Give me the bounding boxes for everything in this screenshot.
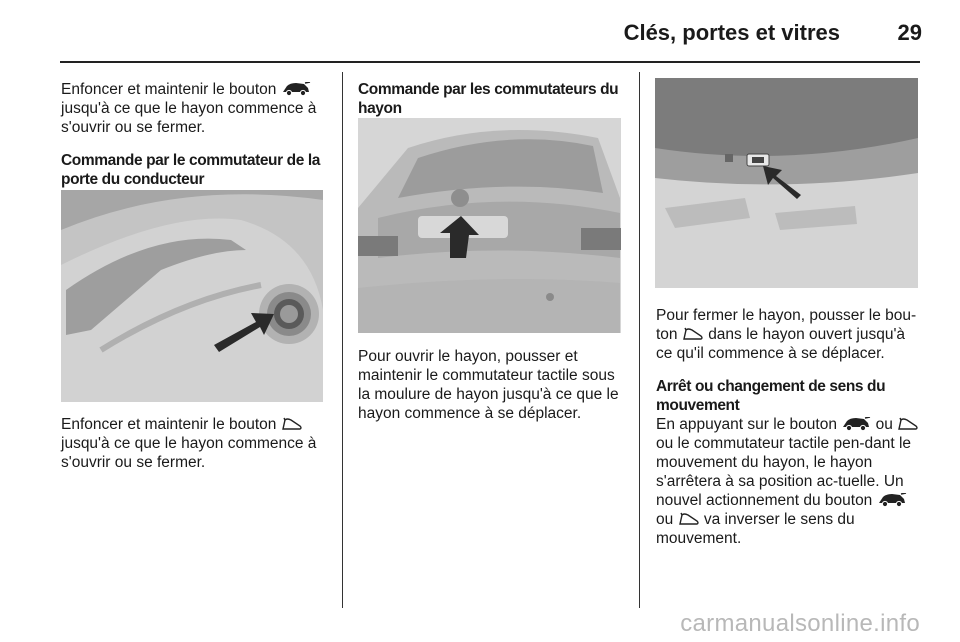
paragraph: En appuyant sur le bouton ou ou le commutateur tactile pen-dant le mouvement du hayon, le hayon s'arrêtera à sa position ac-tuelle. Un nouvel actionnement du bouton ou va inverser le sens du mouvement. — [656, 415, 924, 548]
tailgate-open-icon — [678, 512, 700, 526]
section-title: Clés, portes et vitres — [623, 20, 840, 45]
column-divider — [639, 72, 640, 608]
column-2 — [358, 80, 626, 118]
header-rule — [60, 61, 920, 63]
page-number: 29 — [897, 20, 922, 45]
paragraph: Pour ouvrir le hayon, pousser et maintenir le commutateur tactile sous la moulure de hayon jusqu'à ce que le hayon commence à se déplacer. — [358, 348, 619, 422]
tailgate-switch-figure — [358, 118, 621, 333]
column-1-lower — [61, 415, 326, 486]
open-tailgate-image — [655, 78, 918, 288]
tailgate-rear-image — [358, 118, 621, 333]
tailgate-open-icon — [897, 417, 919, 431]
column-2-lower — [358, 347, 628, 437]
column-divider — [342, 72, 343, 608]
paragraph: Pour fermer le hayon, pousser le bou-ton dans le hayon ouvert jusqu'à ce qu'il commence à se déplacer. — [656, 307, 917, 362]
paragraph: Enfoncer et maintenir le bouton jusqu'à ce que le hayon commence à s'ouvrir ou se fermer. — [61, 81, 317, 136]
driver-door-figure — [61, 190, 323, 402]
car-tailgate-icon — [877, 493, 907, 507]
watermark: carmanualsonline.info — [680, 610, 920, 637]
car-tailgate-icon — [281, 82, 311, 96]
tailgate-open-icon — [682, 327, 704, 341]
subheading: Commande par le commutateur de la porte du conducteur — [61, 152, 320, 188]
subheading: Commande par les commutateurs du hayon — [358, 81, 619, 117]
tailgate-button-figure — [655, 78, 918, 288]
subheading: Arrêt ou changement de sens du mouvement — [656, 378, 886, 414]
driver-door-image — [61, 190, 323, 402]
column-1 — [61, 80, 326, 189]
car-tailgate-icon — [841, 417, 871, 431]
column-3 — [656, 306, 924, 562]
tailgate-open-icon — [281, 417, 303, 431]
paragraph: Enfoncer et maintenir le bouton jusqu'à ce que le hayon commence à s'ouvrir ou se fermer. — [61, 416, 317, 471]
